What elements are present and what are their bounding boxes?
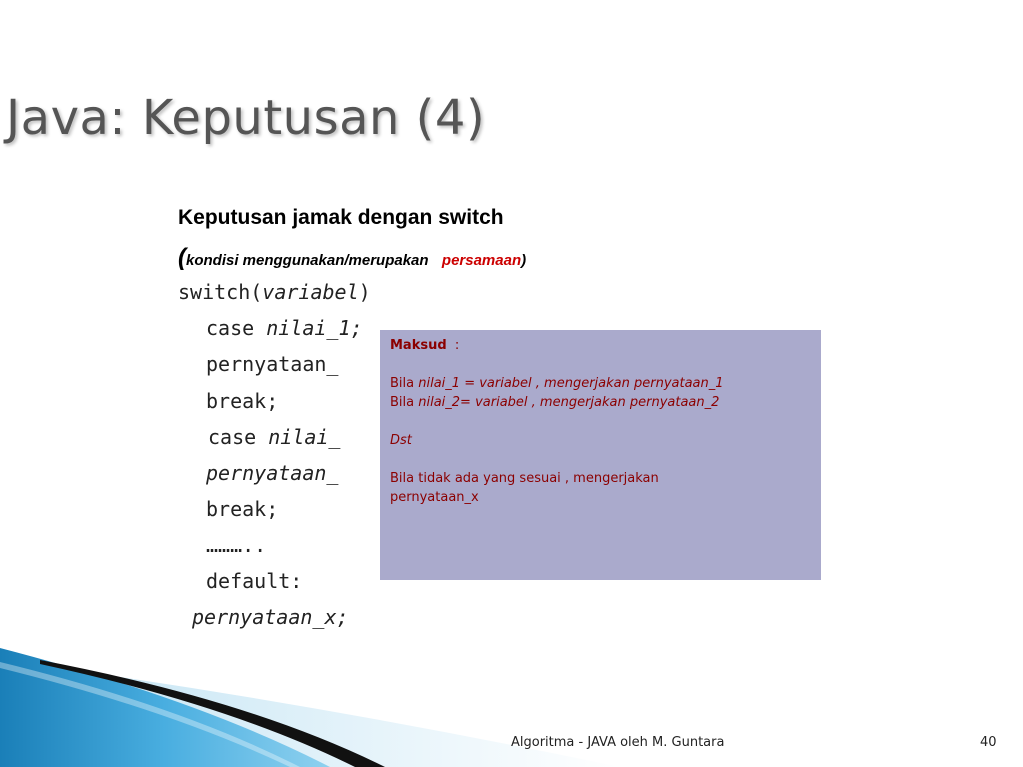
subheading-text: kondisi menggunakan/merupakan <box>186 252 429 269</box>
code-case2-keyword: case <box>208 425 269 449</box>
section-subheading <box>178 244 526 272</box>
subheading-close-paren: ) <box>521 252 527 269</box>
code-case2-value: nilai_ <box>268 425 341 449</box>
subheading-open-paren: ( <box>178 244 186 271</box>
code-line-ellipsis: ……….. <box>206 533 267 557</box>
code-switch-variable: variabel <box>262 280 359 304</box>
explanation-box <box>380 330 821 580</box>
code-line-default: default: <box>206 569 303 593</box>
code-line-case-1 <box>206 316 363 340</box>
footer-text: Algoritma - JAVA oleh M. Guntara <box>511 735 725 750</box>
note-line-1-text: nilai_1 = variabel , mengerjakan pernyataan_1 <box>418 376 724 391</box>
subheading-accent: persamaan <box>441 252 522 269</box>
code-case1-value: nilai_1; <box>266 316 363 340</box>
code-switch-suffix: ) <box>358 280 371 304</box>
code-line-statement-x: pernyataan_x; <box>192 605 349 629</box>
code-line-statement-2: pernyataan_ <box>206 461 339 485</box>
note-line-2-text: nilai_2= variabel , mengerjakan pernyataan_2 <box>418 395 720 410</box>
page-number: 40 <box>980 735 997 750</box>
note-label-colon: : <box>454 338 460 353</box>
note-line-2 <box>390 393 811 412</box>
note-label: Maksud <box>390 338 447 353</box>
code-line-switch <box>178 280 371 304</box>
note-label-line <box>390 336 811 355</box>
section-heading: Keputusan jamak dengan switch <box>178 206 504 229</box>
note-dst: Dst <box>390 433 412 448</box>
code-case1-keyword: case <box>206 316 267 340</box>
note-line-1 <box>390 374 811 393</box>
code-switch-prefix: switch( <box>178 280 263 304</box>
code-line-break-2: break; <box>206 497 279 521</box>
code-line-break-1: break; <box>206 389 279 413</box>
slide-title: Java: Keputusan (4) <box>6 90 486 146</box>
note-line-3: Bila tidak ada yang sesuai , mengerjakan pernyataan_x <box>390 471 659 505</box>
code-line-case-2 <box>208 425 340 449</box>
code-line-statement-1: pernyataan_ <box>206 352 339 376</box>
note-line-2-prefix: Bila <box>390 395 419 410</box>
note-line-1-prefix: Bila <box>390 376 419 391</box>
